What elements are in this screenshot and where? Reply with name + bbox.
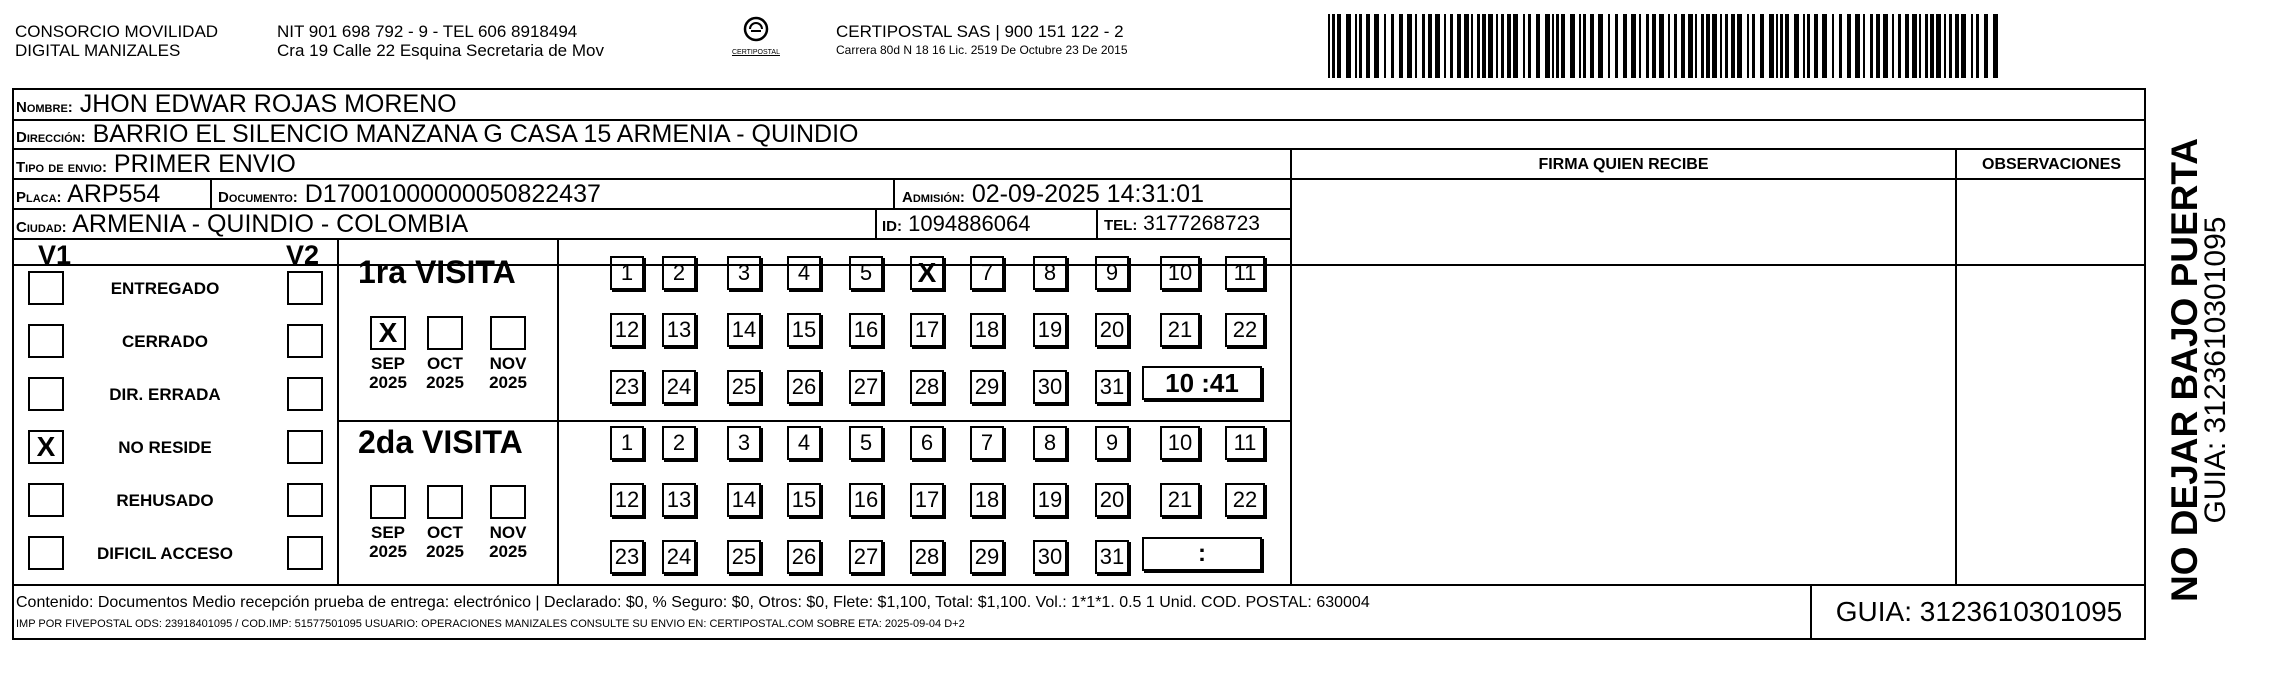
day-box[interactable]: 11 <box>1225 426 1265 460</box>
day-box[interactable]: 12 <box>610 313 644 347</box>
day-box[interactable]: 14 <box>727 483 761 517</box>
status-v1-checkbox[interactable]: X <box>28 430 64 464</box>
barcode-bar <box>1925 14 1928 78</box>
barcode-bar <box>1847 14 1851 78</box>
day-box[interactable]: 6 <box>910 426 944 460</box>
day-box[interactable]: 20 <box>1095 483 1129 517</box>
carrier-info: CERTIPOSTAL SAS | 900 151 122 - 2 Carrera 80d N 18 16 Lic. 2519 De Octubre 23 De 2015 <box>836 22 1128 57</box>
month-year: 2025 <box>489 373 527 392</box>
barcode-bar <box>1450 14 1453 78</box>
status-label: REHUSADO <box>116 491 214 510</box>
barcode-bar <box>1747 14 1749 78</box>
barcode-bar <box>1993 14 1998 78</box>
barcode-bar <box>1659 14 1664 78</box>
barcode-bar <box>1496 14 1498 78</box>
admission-value: 02-09-2025 14:31:01 <box>971 180 1204 208</box>
barcode-bar <box>1337 14 1341 78</box>
day-box[interactable]: 27 <box>849 540 883 574</box>
month-checkbox[interactable]: X <box>370 316 406 350</box>
barcode-bar <box>1688 14 1693 78</box>
status-v1-checkbox[interactable] <box>28 483 64 517</box>
barcode-bar <box>1769 14 1774 78</box>
day-box[interactable]: 13 <box>662 483 696 517</box>
barcode-bar <box>1471 14 1473 78</box>
status-label: ENTREGADO <box>110 279 220 298</box>
visit2-title: 2da VISITA <box>358 424 523 460</box>
day-box[interactable]: 22 <box>1225 483 1265 517</box>
barcode-bar <box>1556 14 1559 78</box>
barcode-bar <box>1536 14 1540 78</box>
tel-cell: TEL: 3177268723 <box>1104 212 1260 235</box>
day-box[interactable]: 22 <box>1225 313 1265 347</box>
barcode-bar <box>1407 14 1412 78</box>
barcode-bar <box>1892 14 1894 78</box>
recipient-address: BARRIO EL SILENCIO MANZANA G CASA 15 ARMENIA - QUINDIO <box>92 120 859 148</box>
admission-cell: Admisión: 02-09-2025 14:31:01 <box>902 180 1204 208</box>
barcode-bar <box>1328 14 1330 78</box>
status-v2-checkbox[interactable] <box>287 483 323 517</box>
barcode-bar <box>1332 14 1335 78</box>
v2-label: V2 <box>286 240 320 270</box>
day-box[interactable]: 16 <box>849 313 883 347</box>
status-v1-checkbox[interactable] <box>28 324 64 358</box>
day-box[interactable]: 21 <box>1160 483 1200 517</box>
barcode-bar <box>1668 14 1670 78</box>
barcode-bar <box>1399 14 1403 78</box>
barcode-bar <box>1984 14 1988 78</box>
day-box[interactable]: 17 <box>910 483 944 517</box>
day-box[interactable]: 29 <box>970 540 1004 574</box>
day-box[interactable]: 5 <box>849 426 883 460</box>
barcode-bar <box>1794 14 1799 78</box>
barcode-bar <box>1444 14 1446 78</box>
address-row: Dirección: BARRIO EL SILENCIO MANZANA G CASA 15 ARMENIA - QUINDIO <box>16 120 859 148</box>
status-v2-checkbox[interactable] <box>287 430 323 464</box>
day-box[interactable]: 11 <box>1225 256 1265 290</box>
footer-print-info: IMP POR FIVEPOSTAL ODS: 23918401095 / COD.IMP: 51577501095 USUARIO: OPERACIONES MANIZALES CONSULTE SU ENVIO EN: CERTIPOSTAL.COM SOBRE ETA: 2025-09-04 D+2 <box>16 618 965 630</box>
day-box[interactable]: 24 <box>662 540 696 574</box>
barcode-bar <box>1712 14 1717 78</box>
barcode-bar <box>1631 14 1636 78</box>
status-label: CERRADO <box>122 332 208 351</box>
barcode-bar <box>1608 14 1610 78</box>
day-box[interactable]: 18 <box>970 483 1004 517</box>
barcode-bar <box>1919 14 1921 78</box>
company-name: CONSORCIO MOVILIDAD DIGITAL MANIZALES <box>15 22 219 60</box>
day-box[interactable]: 25 <box>727 370 761 404</box>
city-cell: Ciudad: ARMENIA - QUINDIO - COLOMBIA <box>16 210 469 238</box>
barcode-bar <box>1912 14 1917 78</box>
barcode-bar <box>1807 14 1810 78</box>
month-checkbox[interactable] <box>490 316 526 350</box>
day-box[interactable]: 15 <box>787 313 821 347</box>
month-checkbox[interactable] <box>427 485 463 519</box>
day-box[interactable]: 16 <box>849 483 883 517</box>
day-box[interactable]: 31 <box>1095 370 1129 404</box>
day-box[interactable]: 19 <box>1033 313 1067 347</box>
barcode-bar <box>1832 14 1834 78</box>
day-box[interactable]: 8 <box>1033 426 1067 460</box>
barcode-bar <box>1695 14 1697 78</box>
barcode-bar <box>1961 14 1966 78</box>
status-label: DIFICIL ACCESO <box>96 544 233 563</box>
day-box[interactable]: 10 <box>1160 426 1200 460</box>
day-box[interactable]: 1 <box>610 256 644 290</box>
day-box[interactable]: 28 <box>910 540 944 574</box>
status-v1-checkbox[interactable] <box>28 271 64 305</box>
barcode-bar <box>1528 14 1531 78</box>
barcode-bar <box>1477 14 1480 78</box>
barcode-bar <box>1905 14 1909 78</box>
city-value: ARMENIA - QUINDIO - COLOMBIA <box>72 210 469 238</box>
day-box[interactable]: 18 <box>970 313 1004 347</box>
barcode-bar <box>1501 14 1504 78</box>
v1-label: V1 <box>38 240 72 270</box>
day-box[interactable]: 24 <box>662 370 696 404</box>
barcode-bar <box>1785 14 1789 78</box>
month-name: NOV <box>489 523 527 542</box>
barcode-bar <box>1701 14 1704 78</box>
month-year: 2025 <box>369 542 407 561</box>
barcode-bar <box>1545 14 1550 78</box>
barcode-bar <box>1359 14 1362 78</box>
month-year: 2025 <box>489 542 527 561</box>
status-v2-checkbox[interactable] <box>287 377 323 411</box>
day-box[interactable]: 30 <box>1033 540 1067 574</box>
barcode-bar <box>1720 14 1722 78</box>
barcode-bar <box>1737 14 1742 78</box>
day-box[interactable]: 23 <box>610 540 644 574</box>
month-checkbox[interactable] <box>427 316 463 350</box>
barcode-bar <box>1876 14 1880 78</box>
month-year: 2025 <box>426 373 464 392</box>
barcode-bar <box>1513 14 1518 78</box>
barcode-bar <box>1523 14 1525 78</box>
status-label: NO RESIDE <box>118 438 212 457</box>
month-name: OCT <box>427 354 463 373</box>
barcode-bar <box>1731 14 1735 78</box>
day-box[interactable]: 19 <box>1033 483 1067 517</box>
day-box[interactable]: 3 <box>727 256 761 290</box>
barcode-bar <box>1760 14 1764 78</box>
barcode-bar <box>1583 14 1586 78</box>
barcode-bar <box>1384 14 1386 78</box>
day-box[interactable]: 10 <box>1160 256 1200 290</box>
day-box[interactable]: 4 <box>787 426 821 460</box>
shipment-type-row: Tipo de envio: PRIMER ENVIO <box>16 150 296 178</box>
barcode-bar <box>1855 14 1860 78</box>
day-box[interactable]: 25 <box>727 540 761 574</box>
barcode-bar <box>1391 14 1394 78</box>
day-box[interactable]: 8 <box>1033 256 1067 290</box>
barcode-bar <box>1422 14 1425 78</box>
day-box[interactable]: 9 <box>1095 256 1129 290</box>
barcode-bar <box>1706 14 1710 78</box>
barcode-bar <box>1652 14 1656 78</box>
barcode-bar <box>1814 14 1818 78</box>
barcode-bar <box>1936 14 1941 78</box>
visit2-time[interactable]: : <box>1142 537 1262 571</box>
document-value: D17001000000050822437 <box>304 180 601 208</box>
shipment-type: PRIMER ENVIO <box>113 150 296 178</box>
barcode-bar <box>1428 14 1432 78</box>
day-box[interactable]: 12 <box>610 483 644 517</box>
day-box[interactable]: 26 <box>787 370 821 404</box>
barcode-bar <box>1930 14 1934 78</box>
barcode-bar <box>1570 14 1575 78</box>
day-box[interactable]: 29 <box>970 370 1004 404</box>
barcode-bar <box>1435 14 1440 78</box>
barcode-bar <box>1971 14 1973 78</box>
plate-value: ARP554 <box>67 180 161 208</box>
barcode-bar <box>1374 14 1379 78</box>
name-row: Nombre: JHON EDWAR ROJAS MORENO <box>16 90 457 118</box>
month-checkbox[interactable] <box>490 485 526 519</box>
barcode-bar <box>1752 14 1755 78</box>
day-box[interactable]: 23 <box>610 370 644 404</box>
status-v1-checkbox[interactable] <box>28 377 64 411</box>
barcode-bar <box>1883 14 1888 78</box>
status-v1-checkbox[interactable] <box>28 536 64 570</box>
status-v2-checkbox[interactable] <box>287 271 323 305</box>
barcode-bar <box>1590 14 1594 78</box>
day-box[interactable]: 2 <box>662 426 696 460</box>
barcode-bar <box>1561 14 1565 78</box>
barcode <box>1328 14 1998 78</box>
barcode-bar <box>1898 14 1901 78</box>
day-box[interactable]: 20 <box>1095 313 1129 347</box>
barcode-bar <box>1839 14 1842 78</box>
barcode-bar <box>1822 14 1827 78</box>
day-box[interactable]: 30 <box>1033 370 1067 404</box>
barcode-bar <box>1863 14 1865 78</box>
barcode-bar <box>1623 14 1627 78</box>
barcode-bar <box>1955 14 1959 78</box>
barcode-bar <box>1488 14 1493 78</box>
recipient-name: JHON EDWAR ROJAS MORENO <box>79 90 457 118</box>
day-box[interactable]: 26 <box>787 540 821 574</box>
day-box[interactable]: 1 <box>610 426 644 460</box>
barcode-bar <box>1870 14 1873 78</box>
barcode-bar <box>1346 14 1351 78</box>
id-cell: ID: 1094886064 <box>882 211 1031 236</box>
day-box[interactable]: 15 <box>787 483 821 517</box>
day-box[interactable]: 27 <box>849 370 883 404</box>
company-nit: NIT 901 698 792 - 9 - TEL 606 8918494 Cra 19 Calle 22 Esquina Secretaria de Mov <box>277 22 604 60</box>
day-box[interactable]: 5 <box>849 256 883 290</box>
day-box[interactable]: 17 <box>910 313 944 347</box>
plate-cell: Placa: ARP554 <box>16 180 161 208</box>
side-warning: NO DEJAR BAJO PUERTA <box>2164 138 2205 602</box>
barcode-bar <box>1944 14 1946 78</box>
status-v2-checkbox[interactable] <box>287 536 323 570</box>
observaciones-header: OBSERVACIONES <box>1982 156 2121 173</box>
barcode-bar <box>1646 14 1649 78</box>
side-guia-panel <box>2198 110 2234 630</box>
day-box[interactable]: 14 <box>727 313 761 347</box>
visit1-title: 1ra VISITA <box>358 254 516 290</box>
id-value: 1094886064 <box>908 211 1031 236</box>
barcode-bar <box>1639 14 1641 78</box>
footer-content: Contenido: Documentos Medio recepción prueba de entrega: electrónico | Declarado: $0, % Seguro: $0, Otros: $0, Flete: $1,100, Total: $1,100. Vol.: 1*1*1. 0.5 1 Unid. COD. POSTAL: 630004 <box>16 594 1370 611</box>
barcode-bar <box>1579 14 1581 78</box>
barcode-bar <box>1464 14 1469 78</box>
barcode-bar <box>1976 14 1979 78</box>
barcode-bar <box>1681 14 1685 78</box>
month-name: OCT <box>427 523 463 542</box>
status-label: DIR. ERRADA <box>109 385 221 404</box>
barcode-bar <box>1355 14 1357 78</box>
barcode-bar <box>1674 14 1677 78</box>
day-box[interactable]: 21 <box>1160 313 1200 347</box>
day-box[interactable]: 9 <box>1095 426 1129 460</box>
document-cell: Documento: D17001000000050822437 <box>218 180 601 208</box>
month-year: 2025 <box>426 542 464 561</box>
barcode-bar <box>1507 14 1511 78</box>
barcode-bar <box>1552 14 1554 78</box>
barcode-bar <box>1415 14 1417 78</box>
barcode-bar <box>1457 14 1461 78</box>
barcode-bar <box>1803 14 1805 78</box>
status-v2-checkbox[interactable] <box>287 324 323 358</box>
tel-value: 3177268723 <box>1143 212 1260 235</box>
barcode-bar <box>1598 14 1603 78</box>
barcode-bar <box>1725 14 1728 78</box>
barcode-bar <box>1615 14 1618 78</box>
firma-header: FIRMA QUIEN RECIBE <box>1538 156 1709 173</box>
day-box[interactable]: 2 <box>662 256 696 290</box>
day-box[interactable]: 4 <box>787 256 821 290</box>
certipostal-logo: CERTIPOSTAL <box>718 16 794 56</box>
barcode-bar <box>1780 14 1783 78</box>
month-name: SEP <box>370 354 406 373</box>
barcode-bar <box>1776 14 1778 78</box>
day-box[interactable]: 7 <box>970 256 1004 290</box>
month-name: NOV <box>489 354 527 373</box>
barcode-bar <box>1482 14 1486 78</box>
day-box[interactable]: 3 <box>727 426 761 460</box>
barcode-bar <box>1366 14 1370 78</box>
month-checkbox[interactable] <box>370 485 406 519</box>
visit1-time[interactable]: 10 :41 <box>1142 366 1262 400</box>
day-box[interactable]: X <box>910 256 944 290</box>
month-year: 2025 <box>369 373 407 392</box>
side-guia: GUIA: 3123610301095 <box>2199 216 2232 524</box>
day-box[interactable]: 28 <box>910 370 944 404</box>
day-box[interactable]: 31 <box>1095 540 1129 574</box>
logo-icon <box>741 16 771 44</box>
barcode-bar <box>1949 14 1952 78</box>
day-box[interactable]: 7 <box>970 426 1004 460</box>
month-name: SEP <box>370 523 406 542</box>
footer-guia: GUIA: 3123610301095 <box>1835 596 2123 627</box>
day-box[interactable]: 13 <box>662 313 696 347</box>
